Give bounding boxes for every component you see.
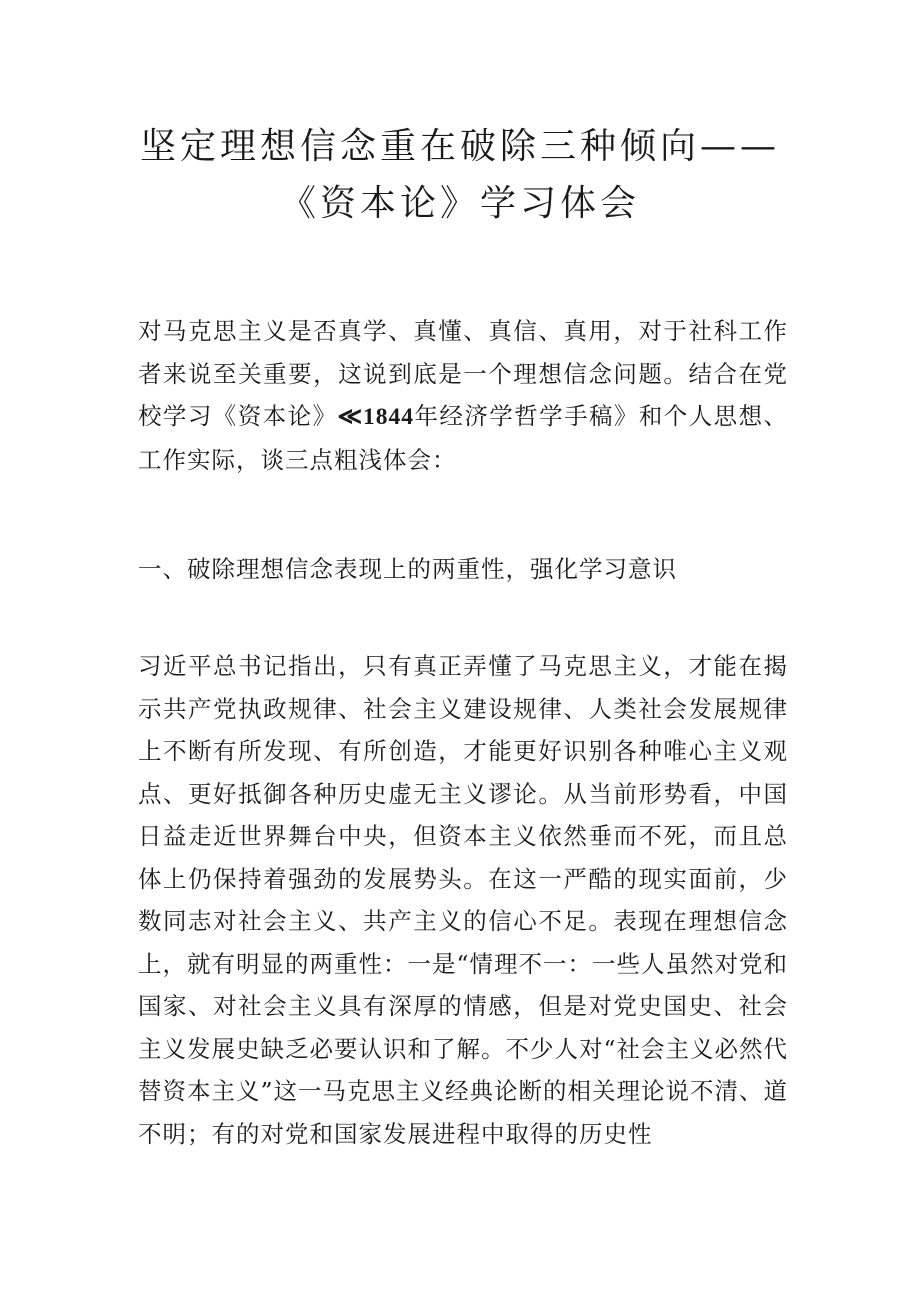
- intro-marker: ≪1844: [337, 404, 415, 430]
- intro-paragraph: [138, 310, 788, 481]
- intro-text-part1: 对马克思主义是否真学、真懂、真信、真用，对于社科工作者来说至关重要，这说到底是一个理想信念问题。结合在党校学习《资本论》: [138, 317, 788, 430]
- document-title: 坚定理想信念重在破除三种倾向——《资本论》学习体会: [139, 126, 780, 224]
- intro-text-part2: 年经济学哲学手稿》和个人思想、工作实际，谈三点粗浅体会：: [138, 402, 789, 474]
- section-1-paragraph: 习近平总书记指出，只有真正弄懂了马克思主义，才能在揭示共产党执政规律、社会主义建设规律、人类社会发展规律上不断有所发现、有所创造，才能更好识别各种唯心主义观点、更好抵御各种历史虚无主义谬论。从当前形势看，中国日益走近世界舞台中央，但资本主义依然垂而不死，而且总体上仍保持着强劲的发展势头。在这一严酷的现实面前，少数同志对社会主义、共产主义的信心不足。表现在理想信念上，就有明显的两重性：一是“情理不一：一些人虽然对党和国家、对社会主义具有深厚的情感，但是对党史国史、社会主义发展史缺乏必要认识和了解。不少人对“社会主义必然代替资本主义”这一马克思主义经典论断的相关理论说不清、道不明；有的对党和国家发展进程中取得的历史性: [138, 652, 789, 1148]
- section-1-heading: 一、破除理想信念表现上的两重性，强化学习意识: [138, 555, 677, 583]
